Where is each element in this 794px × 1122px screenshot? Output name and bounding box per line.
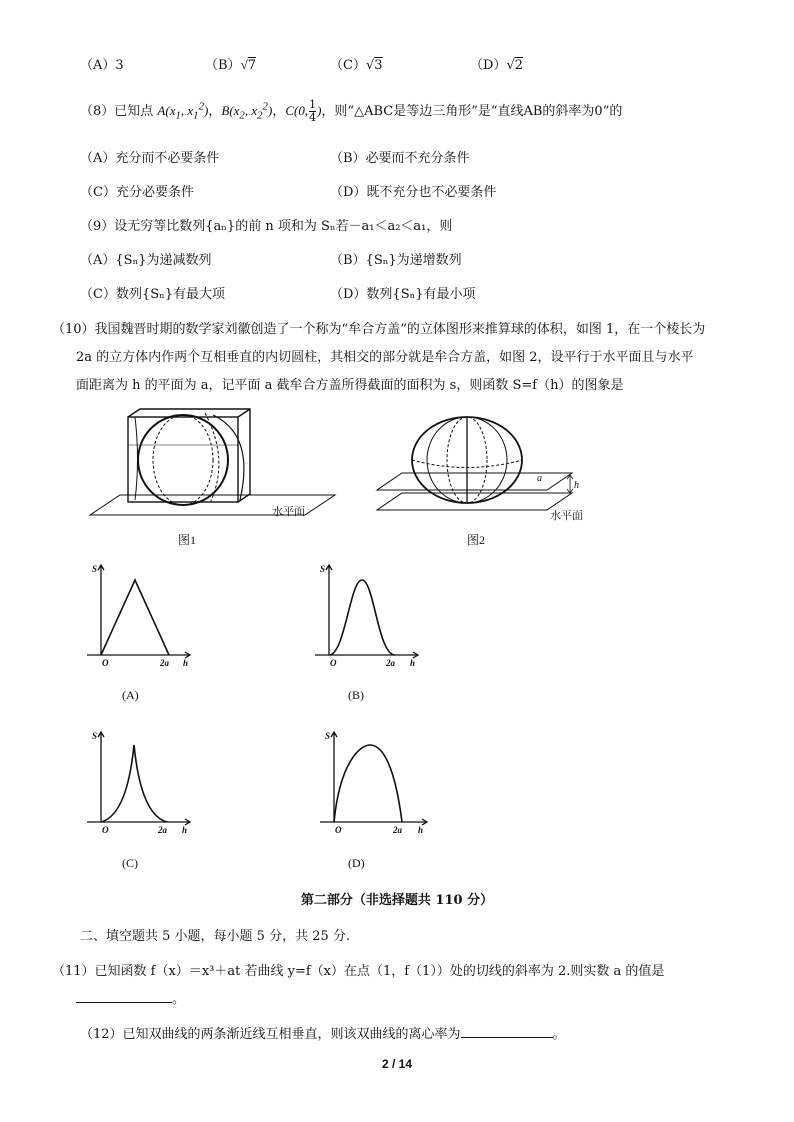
graph-b-s-label: S xyxy=(320,564,326,574)
graph-a-s-label: S xyxy=(92,564,98,574)
graph-a-origin: O xyxy=(102,658,109,668)
figure-1-cube xyxy=(80,405,340,520)
q7-option-d-value: 2 xyxy=(514,58,524,73)
part2-section-heading: 二、填空题共 5 小题，每小题 5 分，共 25 分. xyxy=(80,929,351,944)
q8-stem-tail: ，则“△ABC是等边三角形”是“直线AB的斜率为0”的 xyxy=(321,104,623,119)
q9-option-d: （D）数列{Sₙ}有最小项 xyxy=(330,287,476,302)
graph-d-caption: (D) xyxy=(348,856,365,870)
graph-b-h-label: h xyxy=(410,658,416,668)
graph-c-caption: (C) xyxy=(122,856,138,870)
q8-option-d: （D）既不充分也不必要条件 xyxy=(330,185,497,200)
q8-option-b: （B）必要而不充分条件 xyxy=(330,151,470,166)
q8-number: （8）已知点 xyxy=(80,104,154,119)
q7-option-b-label: （B） xyxy=(205,58,241,73)
q9-option-c: （C）数列{Sₙ}有最大项 xyxy=(80,287,226,302)
q8-option-c: （C）充分必要条件 xyxy=(80,185,194,200)
graph-a-h-label: h xyxy=(183,658,189,668)
figure-1-plane-label: 水平面 xyxy=(272,506,305,518)
graph-c xyxy=(82,727,192,837)
graph-d-2a-label: 2a xyxy=(393,825,402,835)
q7-option-a: （A）3 xyxy=(80,58,124,73)
graph-b xyxy=(310,560,420,670)
figure-2-h-label: h xyxy=(574,480,579,491)
q12-stem-line xyxy=(80,1023,566,1042)
graph-d-origin: O xyxy=(335,825,342,835)
q7-option-d-label: （D） xyxy=(470,58,507,73)
graph-b-caption: (B) xyxy=(348,688,364,702)
graph-d xyxy=(315,727,430,837)
figure-2-solid xyxy=(372,415,592,525)
q9-stem: （9）设无穷等比数列{aₙ}的前 n 项和为 Sₙ若－a₁＜a₂＜a₁，则 xyxy=(80,219,453,234)
figure-2-plane-label: 水平面 xyxy=(550,510,583,522)
graph-c-2a-label: 2a xyxy=(158,825,167,835)
q7-option-c: （C）√3 xyxy=(330,58,383,73)
q7-option-c-value: 3 xyxy=(374,58,383,73)
q12-stem: （12）已知双曲线的两条渐近线互相垂直，则该双曲线的离心率为 xyxy=(80,1027,461,1042)
part2-title: 第二部分（非选择题共 110 分） xyxy=(300,893,494,908)
q7-option-d: （D）√2 xyxy=(470,58,524,73)
graph-b-origin: O xyxy=(330,658,337,668)
q10-line-1: （10）我国魏晋时期的数学家刘徽创造了一个称为“牟合方盖”的立体图形来推算球的体积，如图 1，在一个棱长为 xyxy=(52,322,706,337)
q7-option-b: （B）√7 xyxy=(205,57,256,73)
graph-c-h-label: h xyxy=(182,825,188,835)
q11-end: 。 xyxy=(172,992,186,1007)
q9-option-a: （A）{Sₙ}为递减数列 xyxy=(80,253,212,268)
graph-c-s-label: S xyxy=(92,731,98,741)
q7-option-b-value: 7 xyxy=(247,58,256,73)
q7-option-c-label: （C） xyxy=(330,58,366,73)
q8-points-formula: $A(x_1$, $x_1^2$) xyxy=(157,100,209,122)
figure-2-caption: 图2 xyxy=(467,533,486,547)
q11-answer xyxy=(76,988,185,1007)
graph-d-h-label: h xyxy=(418,825,424,835)
q11-answer-blank[interactable] xyxy=(76,988,172,1003)
q11-stem: （11）已知函数 f（x）＝x³＋at 若曲线 y=f（x）在点（1，f（1））处的切线的斜率为 2.则实数 a 的值是 xyxy=(52,964,665,979)
page-number: 2 / 14 xyxy=(381,1057,413,1071)
graph-b-2a-label: 2a xyxy=(386,658,395,668)
q8-stem: （8）已知点 $A(x_1$, $x_1^2$)，$B(x_2$, $x_2^2$)，C(0, $\frac{1}{4}$ )，则“△ABC是等边三角形”是“直线AB的斜率为0”的 xyxy=(80,98,623,124)
figure-1-caption: 图1 xyxy=(178,533,197,547)
q9-option-b: （B）{Sₙ}为递增数列 xyxy=(330,253,462,268)
q10-line-3: 面距离为 h 的平面为 a，记平面 a 截牟合方盖所得截面的面积为 s，则函数 S=f（h）的图象是 xyxy=(76,378,624,393)
q10-line-2: 2a 的立方体内作两个互相垂直的内切圆柱，其相交的部分就是牟合方盖，如图 2，设平行于水平面且与水平 xyxy=(76,350,694,365)
graph-c-origin: O xyxy=(102,825,109,835)
graph-a-2a-label: 2a xyxy=(160,658,169,668)
graph-a xyxy=(82,560,192,670)
figure-2-a-label: a xyxy=(537,473,542,484)
graph-a-caption: (A) xyxy=(122,688,139,702)
graph-d-s-label: S xyxy=(325,731,331,741)
q12-answer-blank[interactable] xyxy=(461,1023,553,1038)
q12-end: 。 xyxy=(552,1027,566,1042)
q8-option-a: （A）充分而不必要条件 xyxy=(80,151,220,166)
